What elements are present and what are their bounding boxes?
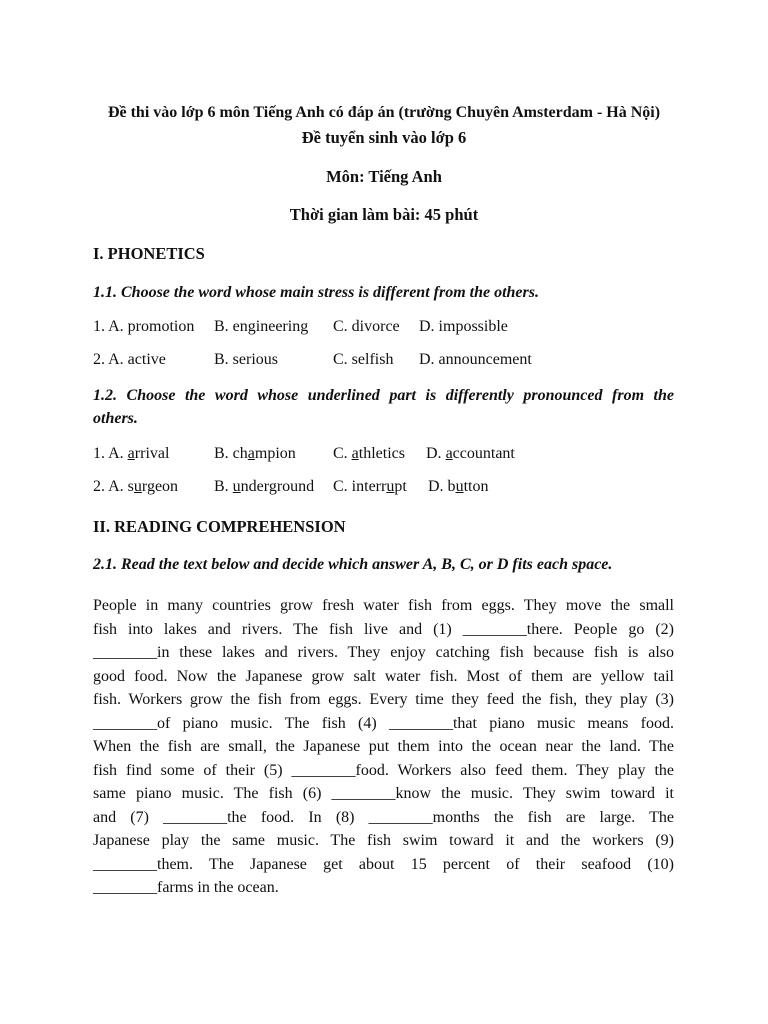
option-a: 2. A. active bbox=[93, 351, 166, 368]
pronounce-instruction-line1: 1.2. Choose the word whose underlined part is differently pronounced from the bbox=[93, 387, 674, 404]
option-b: B. underground bbox=[214, 478, 315, 495]
option-a: 1. A. promotion bbox=[93, 318, 195, 335]
passage-line: ________farms in the ocean. bbox=[93, 879, 279, 896]
option-c: C. interrupt bbox=[333, 478, 407, 495]
option-d: D. button bbox=[428, 478, 489, 495]
underlined-letter: a bbox=[351, 445, 359, 462]
time-line: Thời gian làm bài: 45 phút bbox=[289, 205, 479, 224]
underlined-letter: a bbox=[445, 445, 453, 462]
reading-heading: II. READING COMPREHENSION bbox=[93, 517, 346, 536]
document-subtitle: Đề tuyển sinh vào lớp 6 bbox=[301, 128, 467, 147]
underlined-letter: a bbox=[247, 445, 255, 462]
passage-line: People in many countries grow fresh water fish from eggs. They move the small bbox=[93, 597, 674, 614]
underlined-letter: u bbox=[133, 478, 142, 495]
passage-line: ________in these lakes and rivers. They enjoy catching fish because fish is also bbox=[93, 644, 674, 661]
passage-line: and (7) ________the food. In (8) ________months the fish are large. The bbox=[93, 808, 674, 826]
option-b: B. serious bbox=[214, 351, 278, 368]
underlined-letter: a bbox=[127, 445, 135, 462]
passage-line: good food. Now the Japanese grow salt water fish. Most of them are yellow tail bbox=[93, 667, 674, 685]
passage-line: ________of piano music. The fish (4) ________that piano music means food. bbox=[93, 714, 674, 732]
passage-line: ________them. The Japanese get about 15 percent of their seafood (10) bbox=[93, 855, 674, 873]
option-c: C. selfish bbox=[333, 351, 394, 368]
passage-line: fish find some of their (5) ________food. Workers also feed them. They play the bbox=[93, 761, 674, 779]
reading-passage bbox=[93, 594, 674, 900]
pronounce-instruction-line2: others. bbox=[93, 410, 138, 427]
option-b: B. champion bbox=[214, 445, 296, 462]
option-d: D. accountant bbox=[426, 445, 515, 462]
option-d: D. impossible bbox=[419, 318, 508, 335]
option-c: C. athletics bbox=[333, 445, 405, 462]
passage-line: same piano music. The fish (6) ________know the music. They swim toward it bbox=[93, 785, 674, 802]
option-d: D. announcement bbox=[419, 351, 532, 368]
option-a: 2. A. surgeon bbox=[93, 478, 179, 495]
stress-instruction: 1.1. Choose the word whose main stress is different from the others. bbox=[93, 284, 539, 301]
phonetics-heading: I. PHONETICS bbox=[93, 244, 205, 263]
passage-line: fish into lakes and rivers. The fish live and (1) ________there. People go (2) bbox=[93, 620, 674, 638]
subject-line: Môn: Tiếng Anh bbox=[326, 167, 442, 186]
underlined-letter: u bbox=[455, 478, 464, 495]
underlined-letter: u bbox=[386, 478, 395, 495]
document-title: Đề thi vào lớp 6 môn Tiếng Anh có đáp án (trường Chuyên Amsterdam - Hà Nội) bbox=[107, 104, 661, 121]
option-b: B. engineering bbox=[214, 318, 309, 335]
passage-line: fish. Workers grow the fish from eggs. Every time they feed the fish, they play (3) bbox=[93, 691, 674, 708]
underlined-letter: u bbox=[232, 478, 241, 495]
passage-line: Japanese play the same music. The fish swim toward it and the workers (9) bbox=[93, 832, 674, 849]
passage-line: When the fish are small, the Japanese put them into the ocean near the land. The bbox=[93, 738, 674, 755]
option-c: C. divorce bbox=[333, 318, 400, 335]
reading-instruction: 2.1. Read the text below and decide which answer A, B, C, or D fits each space. bbox=[93, 556, 613, 573]
option-a: 1. A. arrival bbox=[93, 445, 170, 462]
